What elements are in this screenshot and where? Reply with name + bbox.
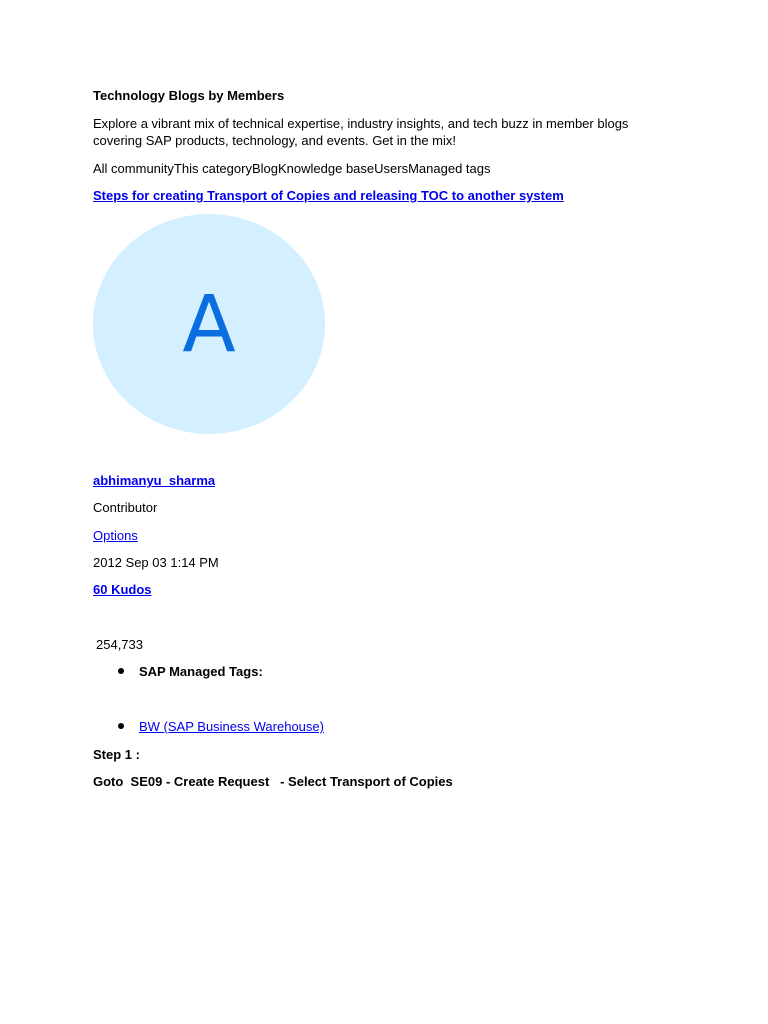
avatar-letter: A: [182, 280, 236, 370]
scope-all-community[interactable]: All community: [93, 161, 174, 176]
search-scope-list: [93, 160, 491, 177]
post-title-link[interactable]: Steps for creating Transport of Copies and releasing TOC to another system: [93, 188, 564, 203]
tag-link-bw[interactable]: BW (SAP Business Warehouse): [139, 719, 324, 734]
bullet-icon: [118, 668, 124, 674]
scope-blog[interactable]: Blog: [251, 161, 278, 176]
post-date: 2012 Sep 03 1:14 PM: [93, 555, 219, 570]
scope-managed-tags[interactable]: Managed tags: [408, 161, 491, 176]
scope-this-category[interactable]: This category: [173, 161, 252, 176]
author-role: Contributor: [93, 500, 158, 515]
step-text: Goto SE09 - Create Request - Select Transport of Copies: [93, 774, 453, 789]
board-title: Technology Blogs by Members: [93, 88, 285, 103]
step-label: Step 1 :: [93, 747, 140, 762]
view-count: 254,733: [96, 637, 143, 652]
tags-heading: SAP Managed Tags:: [139, 664, 263, 679]
scope-users[interactable]: Users: [374, 161, 409, 176]
avatar[interactable]: [93, 214, 325, 434]
author-link[interactable]: abhimanyu_sharma: [93, 473, 216, 488]
board-description: Explore a vibrant mix of technical expertise, industry insights, and tech buzz in member blogs covering SAP products, technology, and events. Get in the mix!: [93, 116, 629, 148]
bullet-icon: [118, 723, 124, 729]
kudos-link[interactable]: 60 Kudos: [93, 582, 152, 597]
options-link[interactable]: Options: [93, 528, 138, 543]
scope-knowledge-base[interactable]: Knowledge base: [278, 161, 375, 176]
